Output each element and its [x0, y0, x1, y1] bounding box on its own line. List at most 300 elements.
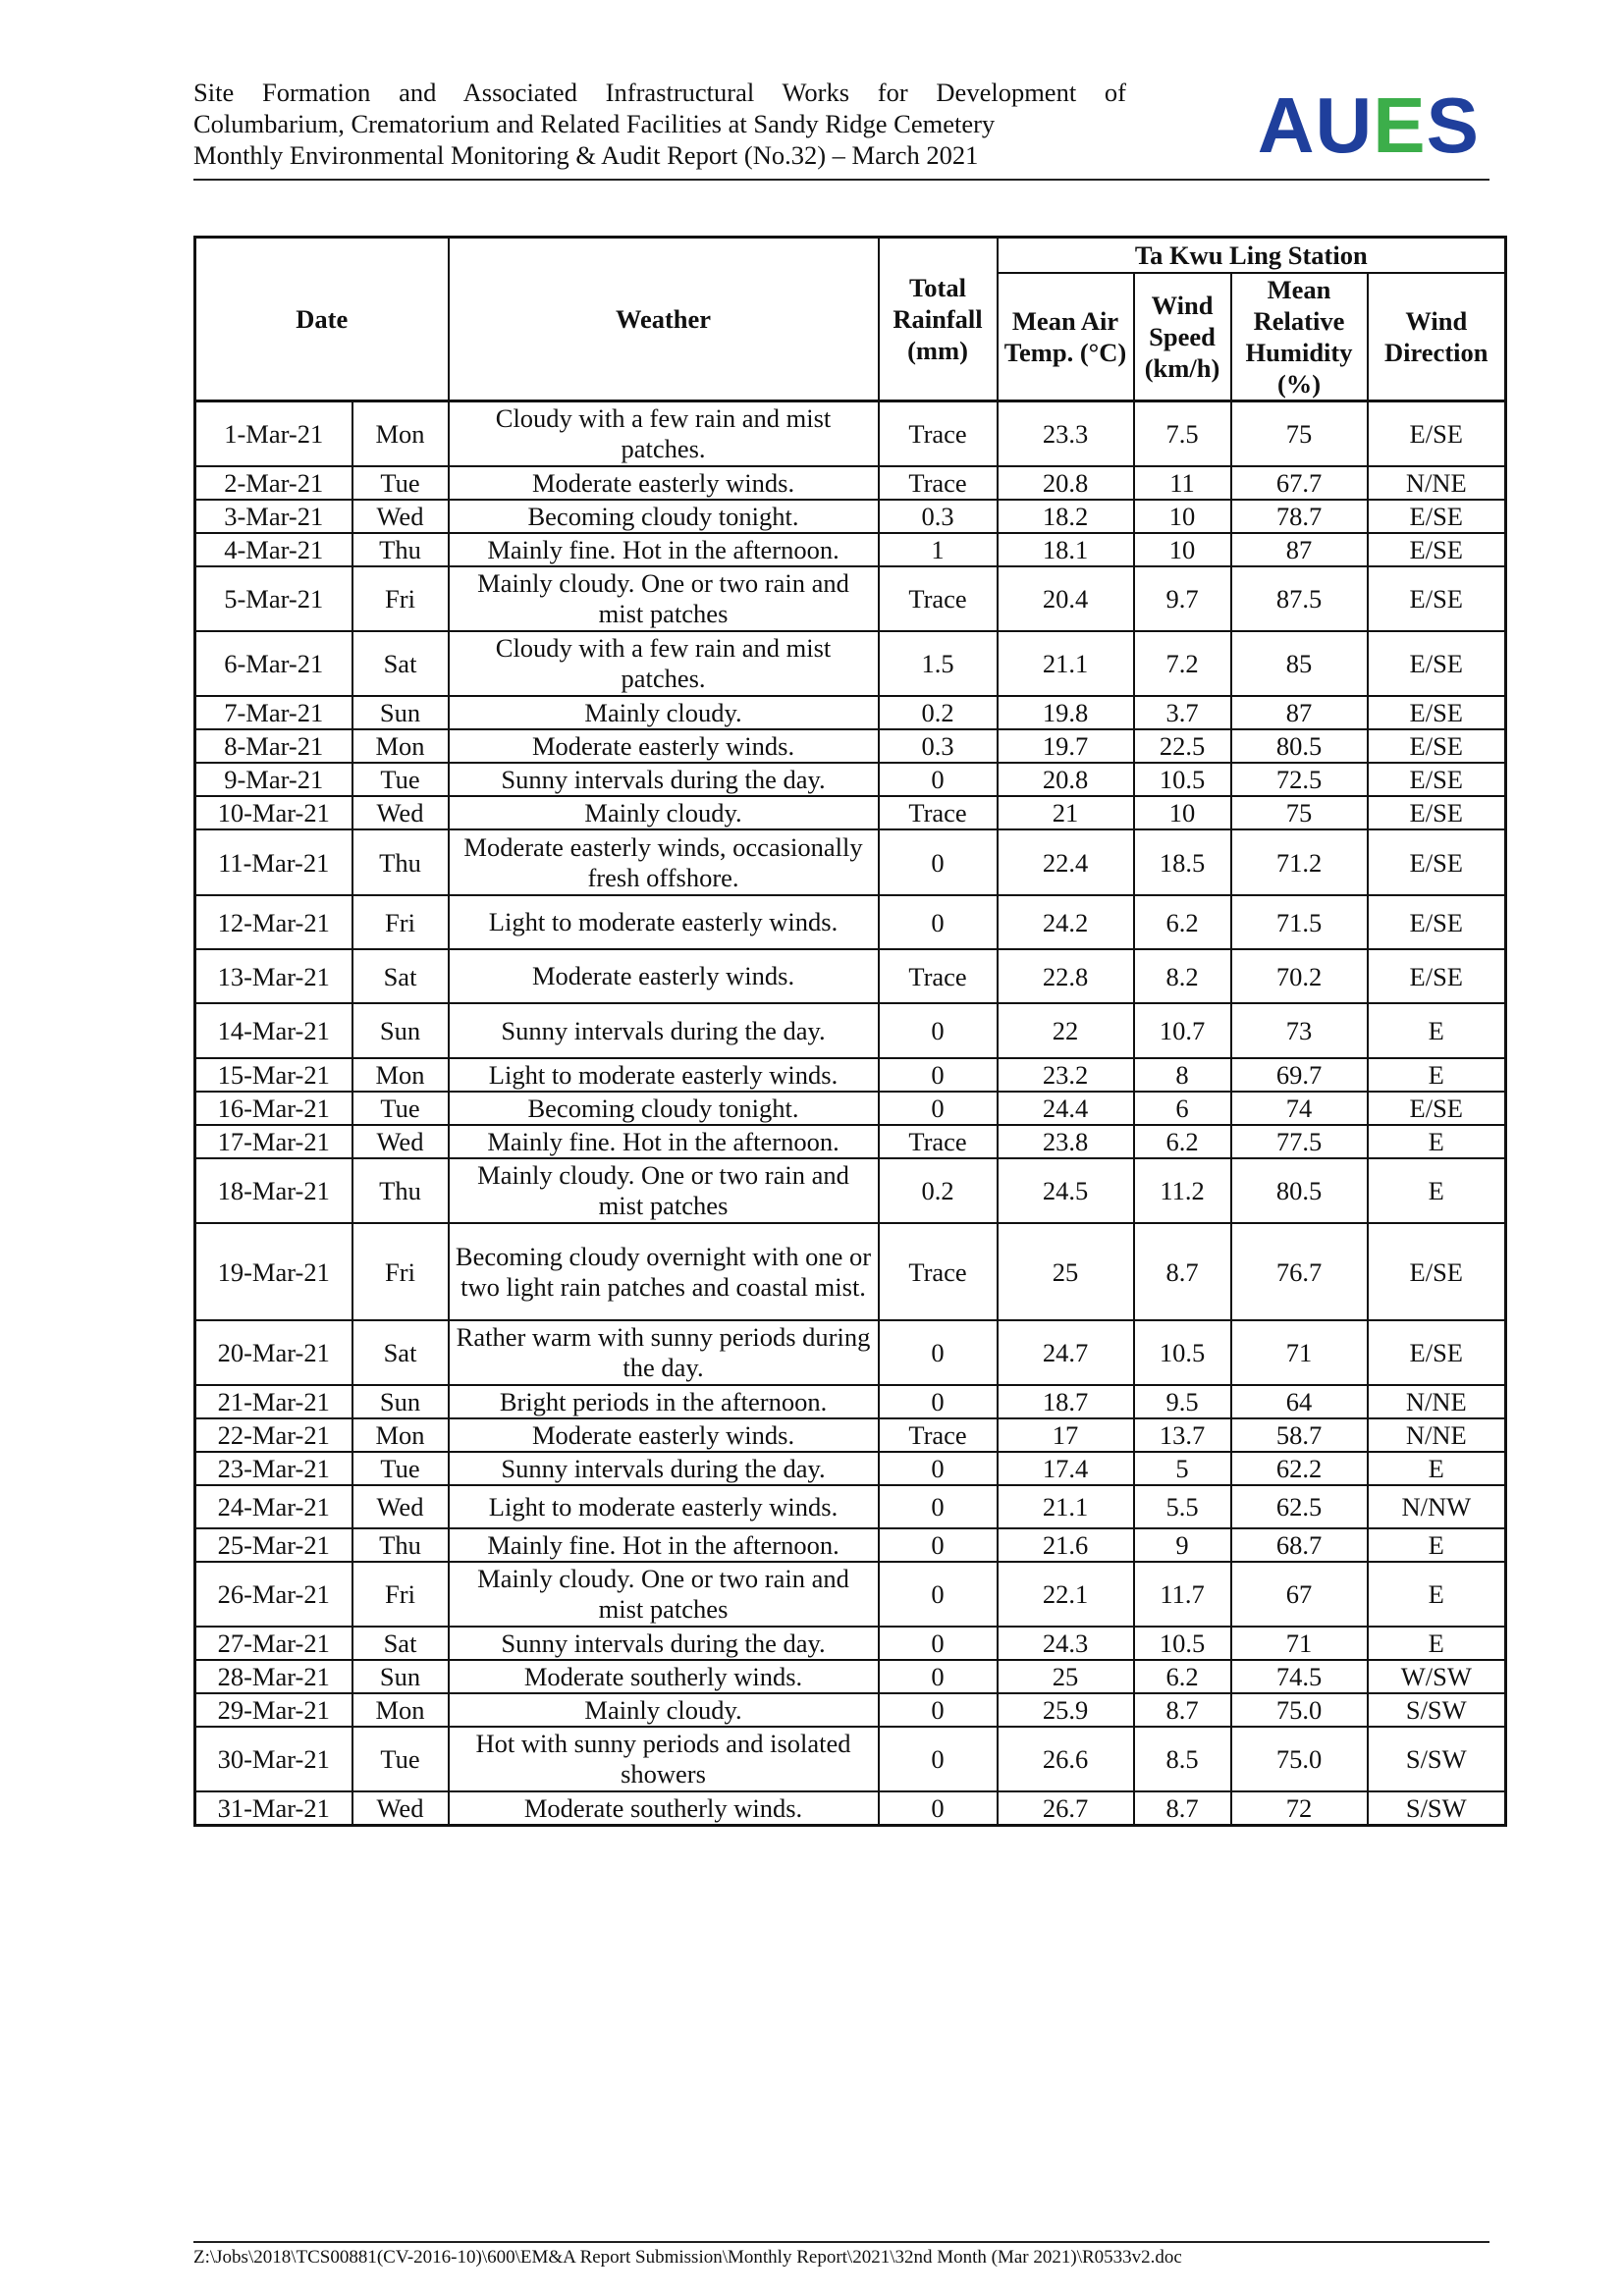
table-row: [195, 1727, 1506, 1791]
row-wind-direction: E: [1368, 1158, 1506, 1223]
row-date: 6-Mar-21: [195, 631, 352, 696]
row-temp: 23.3: [998, 400, 1134, 466]
row-wind-speed: 9: [1134, 1528, 1231, 1562]
row-rainfall: Trace: [879, 566, 998, 631]
row-day: Thu: [352, 533, 449, 566]
row-wind-speed: 8.5: [1134, 1727, 1231, 1791]
row-weather: Becoming cloudy tonight.: [449, 1092, 879, 1125]
row-weather: Sunny intervals during the day.: [449, 763, 879, 796]
page-header: [193, 77, 1489, 181]
row-temp: 25: [998, 1223, 1134, 1320]
table-row: [195, 696, 1506, 729]
row-wind-direction: E/SE: [1368, 566, 1506, 631]
row-date: 27-Mar-21: [195, 1627, 352, 1660]
table-row: [195, 500, 1506, 533]
col-header-date: Date: [195, 238, 449, 401]
row-day: Tue: [352, 466, 449, 500]
table-row: [195, 1058, 1506, 1092]
row-date: 14-Mar-21: [195, 1003, 352, 1058]
file-path: Z:\Jobs\2018\TCS00881(CV-2016-10)\600\EM&A Report Submission\Monthly Report\2021\32nd Month (Mar 2021)\R0533v2.doc: [193, 2247, 1182, 2268]
row-wind-speed: 10.5: [1134, 1627, 1231, 1660]
row-wind-direction: E/SE: [1368, 1320, 1506, 1385]
row-wind-direction: E/SE: [1368, 796, 1506, 829]
row-rainfall: 1.5: [879, 631, 998, 696]
table-row: [195, 1223, 1506, 1320]
row-rainfall: Trace: [879, 466, 998, 500]
row-wind-speed: 10: [1134, 533, 1231, 566]
aues-logo: [1257, 81, 1480, 169]
row-weather: Mainly fine. Hot in the afternoon.: [449, 533, 879, 566]
row-wind-direction: E/SE: [1368, 829, 1506, 895]
row-weather: Bright periods in the afternoon.: [449, 1385, 879, 1418]
row-wind-direction: E/SE: [1368, 895, 1506, 949]
row-day: Wed: [352, 1791, 449, 1826]
row-humidity: 64: [1231, 1385, 1368, 1418]
row-wind-speed: 10: [1134, 500, 1231, 533]
row-humidity: 80.5: [1231, 729, 1368, 763]
row-rainfall: 0: [879, 1092, 998, 1125]
row-weather: Sunny intervals during the day.: [449, 1627, 879, 1660]
table-row: [195, 1092, 1506, 1125]
row-weather: Rather warm with sunny periods during the day.: [449, 1320, 879, 1385]
table-row: [195, 1125, 1506, 1158]
table-row: [195, 1562, 1506, 1627]
row-temp: 19.8: [998, 696, 1134, 729]
row-humidity: 62.2: [1231, 1452, 1368, 1485]
row-weather: Moderate easterly winds.: [449, 949, 879, 1003]
page-footer: [193, 2241, 1489, 2269]
row-humidity: 72.5: [1231, 763, 1368, 796]
row-humidity: 71: [1231, 1320, 1368, 1385]
table-row: [195, 466, 1506, 500]
row-date: 16-Mar-21: [195, 1092, 352, 1125]
row-date: 25-Mar-21: [195, 1528, 352, 1562]
row-temp: 22.4: [998, 829, 1134, 895]
table-row: [195, 400, 1506, 466]
row-weather: Mainly fine. Hot in the afternoon.: [449, 1125, 879, 1158]
row-weather: Moderate easterly winds, occasionally fresh offshore.: [449, 829, 879, 895]
row-wind-speed: 10: [1134, 796, 1231, 829]
row-wind-direction: E: [1368, 1003, 1506, 1058]
col-header-rainfall: Total Rainfall (mm): [879, 238, 998, 401]
row-weather: Moderate easterly winds.: [449, 729, 879, 763]
table-row: [195, 1485, 1506, 1528]
row-wind-speed: 9.5: [1134, 1385, 1231, 1418]
row-temp: 24.3: [998, 1627, 1134, 1660]
logo-part-e: E: [1373, 81, 1427, 169]
row-date: 1-Mar-21: [195, 400, 352, 466]
row-rainfall: 0: [879, 1320, 998, 1385]
row-rainfall: 0: [879, 1485, 998, 1528]
row-day: Wed: [352, 1485, 449, 1528]
row-weather: Becoming cloudy tonight.: [449, 500, 879, 533]
row-temp: 26.7: [998, 1791, 1134, 1826]
row-weather: Moderate southerly winds.: [449, 1660, 879, 1693]
row-humidity: 85: [1231, 631, 1368, 696]
row-day: Thu: [352, 1528, 449, 1562]
col-header-temp: Mean Air Temp. (°C): [998, 273, 1134, 401]
row-temp: 18.7: [998, 1385, 1134, 1418]
row-weather: Sunny intervals during the day.: [449, 1452, 879, 1485]
row-date: 7-Mar-21: [195, 696, 352, 729]
row-rainfall: 0.3: [879, 729, 998, 763]
row-humidity: 87.5: [1231, 566, 1368, 631]
table-row: [195, 796, 1506, 829]
table-row: [195, 1528, 1506, 1562]
table-row: [195, 763, 1506, 796]
row-wind-speed: 8.7: [1134, 1693, 1231, 1727]
row-rainfall: 0.2: [879, 696, 998, 729]
report-title: [193, 77, 1126, 171]
row-wind-speed: 5: [1134, 1452, 1231, 1485]
row-weather: Mainly cloudy.: [449, 1693, 879, 1727]
row-date: 19-Mar-21: [195, 1223, 352, 1320]
row-humidity: 75: [1231, 400, 1368, 466]
table-row: [195, 566, 1506, 631]
row-date: 4-Mar-21: [195, 533, 352, 566]
report-title-line-2: Columbarium, Crematorium and Related Facilities at Sandy Ridge Cemetery: [193, 109, 996, 138]
row-weather: Moderate easterly winds.: [449, 1418, 879, 1452]
row-rainfall: 0: [879, 895, 998, 949]
row-weather: Hot with sunny periods and isolated showers: [449, 1727, 879, 1791]
row-rainfall: 0: [879, 1693, 998, 1727]
row-weather: Mainly cloudy.: [449, 796, 879, 829]
row-wind-direction: N/NE: [1368, 1418, 1506, 1452]
row-wind-speed: 8.7: [1134, 1791, 1231, 1826]
row-weather: Mainly cloudy. One or two rain and mist patches: [449, 1158, 879, 1223]
row-humidity: 73: [1231, 1003, 1368, 1058]
row-wind-direction: W/SW: [1368, 1660, 1506, 1693]
logo-part-s: S: [1426, 81, 1480, 169]
row-day: Fri: [352, 1562, 449, 1627]
row-date: 12-Mar-21: [195, 895, 352, 949]
row-rainfall: 0: [879, 1385, 998, 1418]
station-header: Ta Kwu Ling Station: [998, 238, 1506, 273]
row-wind-speed: 22.5: [1134, 729, 1231, 763]
row-weather: Light to moderate easterly winds.: [449, 1058, 879, 1092]
row-day: Tue: [352, 1727, 449, 1791]
row-humidity: 72: [1231, 1791, 1368, 1826]
row-wind-direction: E/SE: [1368, 1092, 1506, 1125]
row-weather: Mainly cloudy. One or two rain and mist patches: [449, 566, 879, 631]
row-temp: 21: [998, 796, 1134, 829]
row-humidity: 75: [1231, 796, 1368, 829]
row-humidity: 68.7: [1231, 1528, 1368, 1562]
weather-table: [193, 236, 1507, 1827]
row-day: Mon: [352, 1058, 449, 1092]
row-rainfall: 0.3: [879, 500, 998, 533]
row-weather: Mainly cloudy. One or two rain and mist patches: [449, 1562, 879, 1627]
row-temp: 20.4: [998, 566, 1134, 631]
row-humidity: 74.5: [1231, 1660, 1368, 1693]
row-date: 11-Mar-21: [195, 829, 352, 895]
row-temp: 22.1: [998, 1562, 1134, 1627]
row-weather: Becoming cloudy overnight with one or two light rain patches and coastal mist.: [449, 1223, 879, 1320]
row-humidity: 70.2: [1231, 949, 1368, 1003]
table-row: [195, 1158, 1506, 1223]
row-date: 31-Mar-21: [195, 1791, 352, 1826]
row-date: 3-Mar-21: [195, 500, 352, 533]
row-humidity: 87: [1231, 696, 1368, 729]
row-wind-direction: E/SE: [1368, 1223, 1506, 1320]
row-date: 5-Mar-21: [195, 566, 352, 631]
row-temp: 24.7: [998, 1320, 1134, 1385]
row-temp: 18.1: [998, 533, 1134, 566]
row-wind-speed: 11.7: [1134, 1562, 1231, 1627]
row-wind-speed: 6.2: [1134, 1660, 1231, 1693]
row-humidity: 80.5: [1231, 1158, 1368, 1223]
row-temp: 24.5: [998, 1158, 1134, 1223]
row-weather: Light to moderate easterly winds.: [449, 1485, 879, 1528]
row-day: Mon: [352, 1418, 449, 1452]
row-day: Sun: [352, 1003, 449, 1058]
row-day: Wed: [352, 500, 449, 533]
row-weather: Sunny intervals during the day.: [449, 1003, 879, 1058]
row-humidity: 67: [1231, 1562, 1368, 1627]
row-temp: 18.2: [998, 500, 1134, 533]
table-row: [195, 949, 1506, 1003]
row-day: Wed: [352, 1125, 449, 1158]
row-wind-direction: E: [1368, 1125, 1506, 1158]
row-humidity: 75.0: [1231, 1727, 1368, 1791]
row-date: 20-Mar-21: [195, 1320, 352, 1385]
row-wind-speed: 13.7: [1134, 1418, 1231, 1452]
row-wind-direction: E/SE: [1368, 500, 1506, 533]
row-wind-speed: 9.7: [1134, 566, 1231, 631]
row-date: 2-Mar-21: [195, 466, 352, 500]
row-humidity: 62.5: [1231, 1485, 1368, 1528]
row-date: 13-Mar-21: [195, 949, 352, 1003]
row-date: 24-Mar-21: [195, 1485, 352, 1528]
row-temp: 26.6: [998, 1727, 1134, 1791]
row-day: Sun: [352, 696, 449, 729]
row-humidity: 67.7: [1231, 466, 1368, 500]
report-title-line-1: Site Formation and Associated Infrastructural Works for Development of: [193, 78, 1126, 107]
row-rainfall: 0: [879, 1003, 998, 1058]
row-wind-direction: E/SE: [1368, 729, 1506, 763]
row-weather: Cloudy with a few rain and mist patches.: [449, 631, 879, 696]
row-wind-direction: N/NE: [1368, 466, 1506, 500]
row-rainfall: Trace: [879, 1223, 998, 1320]
row-rainfall: Trace: [879, 400, 998, 466]
row-wind-direction: E/SE: [1368, 400, 1506, 466]
row-day: Thu: [352, 1158, 449, 1223]
row-humidity: 77.5: [1231, 1125, 1368, 1158]
row-rainfall: Trace: [879, 949, 998, 1003]
row-date: 15-Mar-21: [195, 1058, 352, 1092]
row-wind-speed: 10.5: [1134, 763, 1231, 796]
row-humidity: 69.7: [1231, 1058, 1368, 1092]
row-wind-speed: 5.5: [1134, 1485, 1231, 1528]
logo-part-au: AU: [1257, 81, 1374, 169]
row-rainfall: 0: [879, 829, 998, 895]
row-wind-speed: 7.2: [1134, 631, 1231, 696]
row-date: 28-Mar-21: [195, 1660, 352, 1693]
row-temp: 21.1: [998, 1485, 1134, 1528]
col-header-humidity: Mean Relative Humidity (%): [1231, 273, 1368, 401]
row-rainfall: 0: [879, 1528, 998, 1562]
row-humidity: 76.7: [1231, 1223, 1368, 1320]
row-wind-direction: E/SE: [1368, 631, 1506, 696]
row-rainfall: Trace: [879, 1418, 998, 1452]
row-date: 21-Mar-21: [195, 1385, 352, 1418]
row-wind-direction: N/NW: [1368, 1485, 1506, 1528]
table-row: [195, 1452, 1506, 1485]
row-date: 29-Mar-21: [195, 1693, 352, 1727]
row-humidity: 71.5: [1231, 895, 1368, 949]
table-row: [195, 729, 1506, 763]
row-rainfall: 0.2: [879, 1158, 998, 1223]
row-temp: 22.8: [998, 949, 1134, 1003]
row-day: Mon: [352, 729, 449, 763]
row-temp: 22: [998, 1003, 1134, 1058]
row-wind-speed: 8.7: [1134, 1223, 1231, 1320]
row-humidity: 58.7: [1231, 1418, 1368, 1452]
row-wind-speed: 6.2: [1134, 895, 1231, 949]
row-temp: 25: [998, 1660, 1134, 1693]
row-wind-direction: S/SW: [1368, 1791, 1506, 1826]
row-date: 23-Mar-21: [195, 1452, 352, 1485]
row-wind-direction: E/SE: [1368, 763, 1506, 796]
row-day: Fri: [352, 1223, 449, 1320]
table-row: [195, 1791, 1506, 1826]
table-row: [195, 1320, 1506, 1385]
col-header-wind-direction: Wind Direction: [1368, 273, 1506, 401]
row-temp: 20.8: [998, 466, 1134, 500]
row-day: Mon: [352, 1693, 449, 1727]
row-day: Tue: [352, 1092, 449, 1125]
row-day: Wed: [352, 796, 449, 829]
row-rainfall: 0: [879, 1627, 998, 1660]
row-wind-direction: N/NE: [1368, 1385, 1506, 1418]
row-temp: 24.4: [998, 1092, 1134, 1125]
row-wind-direction: E/SE: [1368, 696, 1506, 729]
row-temp: 17: [998, 1418, 1134, 1452]
row-day: Sun: [352, 1660, 449, 1693]
row-rainfall: 0: [879, 1660, 998, 1693]
row-date: 30-Mar-21: [195, 1727, 352, 1791]
row-humidity: 78.7: [1231, 500, 1368, 533]
table-row: [195, 1418, 1506, 1452]
row-wind-direction: E: [1368, 1058, 1506, 1092]
row-weather: Moderate easterly winds.: [449, 466, 879, 500]
row-wind-direction: E: [1368, 1452, 1506, 1485]
row-temp: 17.4: [998, 1452, 1134, 1485]
row-humidity: 87: [1231, 533, 1368, 566]
report-title-line-3: Monthly Environmental Monitoring & Audit Report (No.32) – March 2021: [193, 140, 979, 170]
row-wind-speed: 10.7: [1134, 1003, 1231, 1058]
row-rainfall: 0: [879, 1058, 998, 1092]
row-day: Fri: [352, 895, 449, 949]
row-wind-speed: 10.5: [1134, 1320, 1231, 1385]
row-temp: 21.6: [998, 1528, 1134, 1562]
row-day: Mon: [352, 400, 449, 466]
row-rainfall: Trace: [879, 1125, 998, 1158]
table-row: [195, 1627, 1506, 1660]
row-wind-direction: E/SE: [1368, 949, 1506, 1003]
row-date: 10-Mar-21: [195, 796, 352, 829]
row-weather: Mainly fine. Hot in the afternoon.: [449, 1528, 879, 1562]
row-wind-speed: 7.5: [1134, 400, 1231, 466]
col-header-wind-speed: Wind Speed (km/h): [1134, 273, 1231, 401]
row-day: Sat: [352, 1320, 449, 1385]
row-day: Sat: [352, 1627, 449, 1660]
row-temp: 23.2: [998, 1058, 1134, 1092]
row-rainfall: 0: [879, 1727, 998, 1791]
row-temp: 19.7: [998, 729, 1134, 763]
row-wind-direction: E/SE: [1368, 533, 1506, 566]
row-day: Fri: [352, 566, 449, 631]
table-row: [195, 1660, 1506, 1693]
row-humidity: 74: [1231, 1092, 1368, 1125]
row-temp: 24.2: [998, 895, 1134, 949]
row-wind-direction: S/SW: [1368, 1693, 1506, 1727]
row-date: 22-Mar-21: [195, 1418, 352, 1452]
row-wind-speed: 11.2: [1134, 1158, 1231, 1223]
row-rainfall: Trace: [879, 796, 998, 829]
table-row: [195, 1385, 1506, 1418]
col-header-weather: Weather: [449, 238, 879, 401]
row-wind-speed: 6: [1134, 1092, 1231, 1125]
row-weather: Mainly cloudy.: [449, 696, 879, 729]
row-rainfall: 0: [879, 763, 998, 796]
row-wind-speed: 8.2: [1134, 949, 1231, 1003]
row-wind-direction: S/SW: [1368, 1727, 1506, 1791]
row-rainfall: 0: [879, 1562, 998, 1627]
row-temp: 23.8: [998, 1125, 1134, 1158]
row-wind-speed: 11: [1134, 466, 1231, 500]
row-wind-speed: 3.7: [1134, 696, 1231, 729]
table-row: [195, 1003, 1506, 1058]
table-row: [195, 533, 1506, 566]
row-wind-direction: E: [1368, 1528, 1506, 1562]
table-row: [195, 829, 1506, 895]
weather-table-body: [195, 400, 1506, 1826]
row-day: Thu: [352, 829, 449, 895]
row-wind-direction: E: [1368, 1627, 1506, 1660]
row-weather: Moderate southerly winds.: [449, 1791, 879, 1826]
row-humidity: 75.0: [1231, 1693, 1368, 1727]
row-temp: 25.9: [998, 1693, 1134, 1727]
row-date: 17-Mar-21: [195, 1125, 352, 1158]
row-wind-direction: E: [1368, 1562, 1506, 1627]
table-row: [195, 1693, 1506, 1727]
row-rainfall: 0: [879, 1452, 998, 1485]
row-date: 26-Mar-21: [195, 1562, 352, 1627]
row-rainfall: 1: [879, 533, 998, 566]
row-day: Sun: [352, 1385, 449, 1418]
table-row: [195, 895, 1506, 949]
row-date: 18-Mar-21: [195, 1158, 352, 1223]
row-temp: 21.1: [998, 631, 1134, 696]
row-day: Sat: [352, 631, 449, 696]
row-wind-speed: 6.2: [1134, 1125, 1231, 1158]
row-weather: Cloudy with a few rain and mist patches.: [449, 400, 879, 466]
row-day: Tue: [352, 1452, 449, 1485]
row-date: 8-Mar-21: [195, 729, 352, 763]
row-weather: Light to moderate easterly winds.: [449, 895, 879, 949]
row-humidity: 71.2: [1231, 829, 1368, 895]
row-rainfall: 0: [879, 1791, 998, 1826]
row-temp: 20.8: [998, 763, 1134, 796]
row-day: Sat: [352, 949, 449, 1003]
row-humidity: 71: [1231, 1627, 1368, 1660]
row-wind-speed: 8: [1134, 1058, 1231, 1092]
row-day: Tue: [352, 763, 449, 796]
row-date: 9-Mar-21: [195, 763, 352, 796]
table-row: [195, 631, 1506, 696]
row-wind-speed: 18.5: [1134, 829, 1231, 895]
